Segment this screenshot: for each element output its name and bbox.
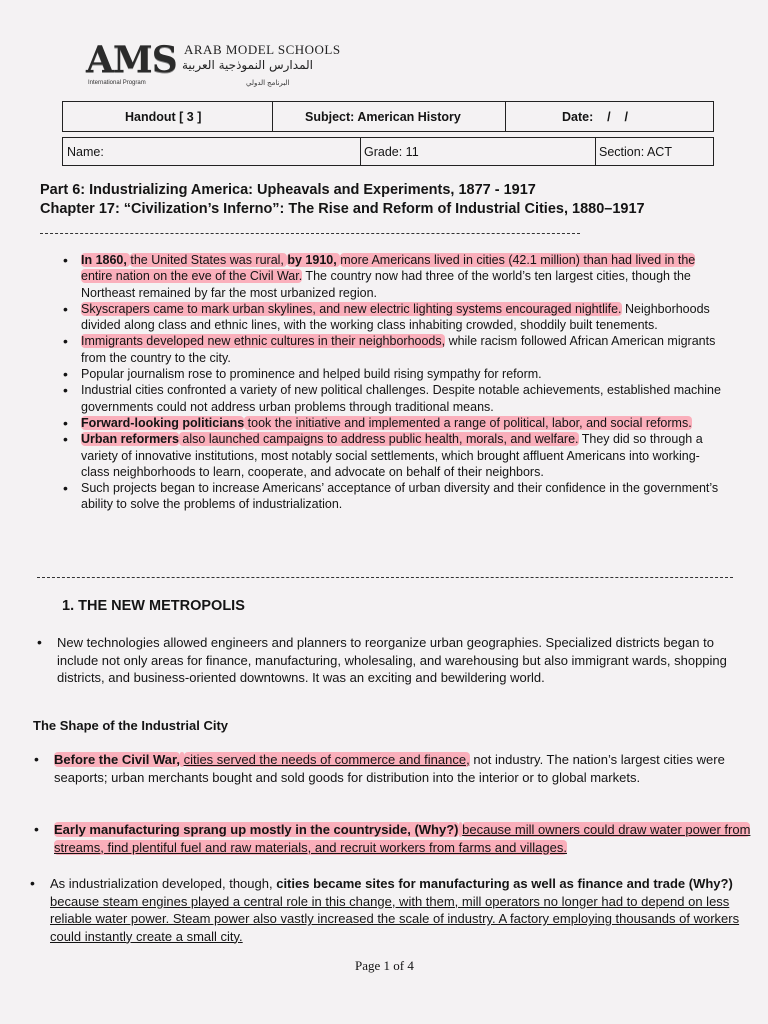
highlighted-text: more Americans lived in cities (42.1 million) than had lived in the entire nation on the eve of the Civil War.	[81, 253, 696, 284]
point-early-manufacturing	[30, 821, 764, 856]
summary-item	[60, 252, 728, 301]
page-number: Page 1 of 4	[355, 958, 414, 973]
divider-top	[40, 233, 580, 234]
summary-item	[60, 366, 728, 382]
text-run: As industrialization developed, though,	[50, 876, 277, 891]
header-row-1	[62, 101, 714, 132]
text-run: The country now had three of the world’s ten largest cities, though the Northeast remained by far the most urbanized region.	[81, 269, 691, 300]
highlighted-text: because mill owners could draw water power from streams, find plentiful fuel and raw materials, and recruit workers from farms and villages.	[54, 822, 751, 855]
highlighted-text: Immigrants developed new ethnic cultures in their neighborhoods,	[81, 334, 446, 349]
section-heading: 1. THE NEW METROPOLIS	[62, 598, 245, 614]
text-run: cities became sites for manufacturing as well as finance and trade (Why?)	[276, 876, 733, 891]
text-run: They did so through a variety of innovative institutions, most notably social settlements, which brought affluent Americans into working-class neighborhoods to learn, cooperate, and advocate on behalf of their neighbors.	[81, 432, 703, 479]
name-label: Name:	[67, 144, 104, 159]
highlighted-text: Urban reformers	[81, 432, 179, 447]
summary-item	[60, 415, 728, 431]
highlighted-text: by 1910,	[287, 253, 341, 267]
highlighted-text: Early manufacturing sprang up mostly in the countryside, (Why?)	[54, 822, 459, 837]
bullet: •	[37, 634, 42, 650]
subsection-heading: The Shape of the Industrial City	[33, 718, 229, 733]
summary-item	[60, 333, 728, 366]
point-civil-war	[30, 751, 764, 786]
chapter-title: Chapter 17: “Civilization’s Inferno”: The Rise and Reform of Industrial Cities, 1880–1917	[40, 201, 645, 217]
handout-label: Handout [ 3 ]	[125, 109, 202, 124]
school-name-en: ARAB MODEL SCHOOLS	[184, 42, 341, 57]
highlighted-text: cities served the needs of commerce and finance,	[183, 752, 470, 767]
divider-middle	[37, 577, 733, 578]
text-run: Industrial cities confronted a variety of new political challenges. Despite notable achievements, established machine governments could not address urban problems through traditional means.	[81, 383, 721, 414]
text-run: Popular journalism rose to prominence and helped build rising sympathy for reform.	[81, 367, 542, 382]
text-run: Such projects began to increase Americans’ acceptance of urban diversity and their confidence in the government’s ability to solve the problems of industrialization.	[81, 481, 719, 512]
bullet: •	[34, 821, 39, 837]
text-run: Neighborhoods divided along class and ethnic lines, with the working class inhabiting crowded, shoddily built tenements.	[81, 301, 710, 333]
bullet: •	[34, 751, 39, 767]
chapter-summary-list	[60, 252, 728, 513]
date-label: Date: / /	[505, 102, 712, 131]
text-run: because steam engines played a central role in this change, with them, mill operators no longer had to depend on less reliable water power. Steam power also vastly increased the scale of industry. A factory employing thousands of workers could instantly create a small city.	[50, 893, 740, 944]
logo-mark: AMS	[86, 39, 177, 81]
highlighted-text: took the initiative and implemented a range of political, labor, and social reforms.	[244, 415, 692, 430]
text-run: not industry. The nation’s largest cities were seaports; urban merchants bought and sold goods for distribution into the interior or to global markets.	[54, 752, 725, 785]
highlighted-text: the United States was rural,	[130, 253, 288, 267]
point-industrial-cities	[26, 875, 768, 945]
school-logo	[86, 40, 356, 90]
program-label-en: International Program	[88, 80, 146, 86]
section-label: Section: ACT	[595, 138, 712, 165]
section-intro	[33, 634, 747, 687]
summary-item	[60, 480, 728, 513]
program-label-ar: البرنامج الدولي	[246, 80, 290, 87]
grade-label: Grade: 11	[360, 138, 595, 165]
bullet: •	[30, 875, 35, 891]
highlighted-text: also launched campaigns to address public health, morals, and welfare.	[178, 432, 579, 447]
summary-item	[60, 301, 728, 334]
subject-label: Subject: American History	[272, 102, 505, 131]
highlighted-text: Forward-looking politicians	[81, 415, 245, 430]
section-intro-text: New technologies allowed engineers and planners to reorganize urban geographies. Specialized districts began to include not only areas for finance, manufacturing, wholesaling, and warehousing but also immigrant wards, shopping districts, and business-oriented downtowns. It was an exciting and bewildering world.	[57, 635, 727, 685]
summary-item	[60, 431, 728, 480]
highlighted-text: Before the Civil War,	[54, 752, 180, 767]
school-name-ar: المدارس النموذجية العربية	[182, 58, 313, 72]
summary-item	[60, 382, 728, 415]
text-run: while racism followed African American migrants from the country to the city.	[81, 334, 716, 365]
highlighted-text: Skyscrapers came to mark urban skylines, and new electric lighting systems encouraged nightlife.	[81, 301, 622, 316]
highlighted-text: In 1860,	[81, 253, 131, 267]
document-title	[40, 181, 645, 219]
part-title: Part 6: Industrializing America: Upheavals and Experiments, 1877 - 1917	[40, 182, 536, 198]
header-row-2	[62, 137, 714, 166]
